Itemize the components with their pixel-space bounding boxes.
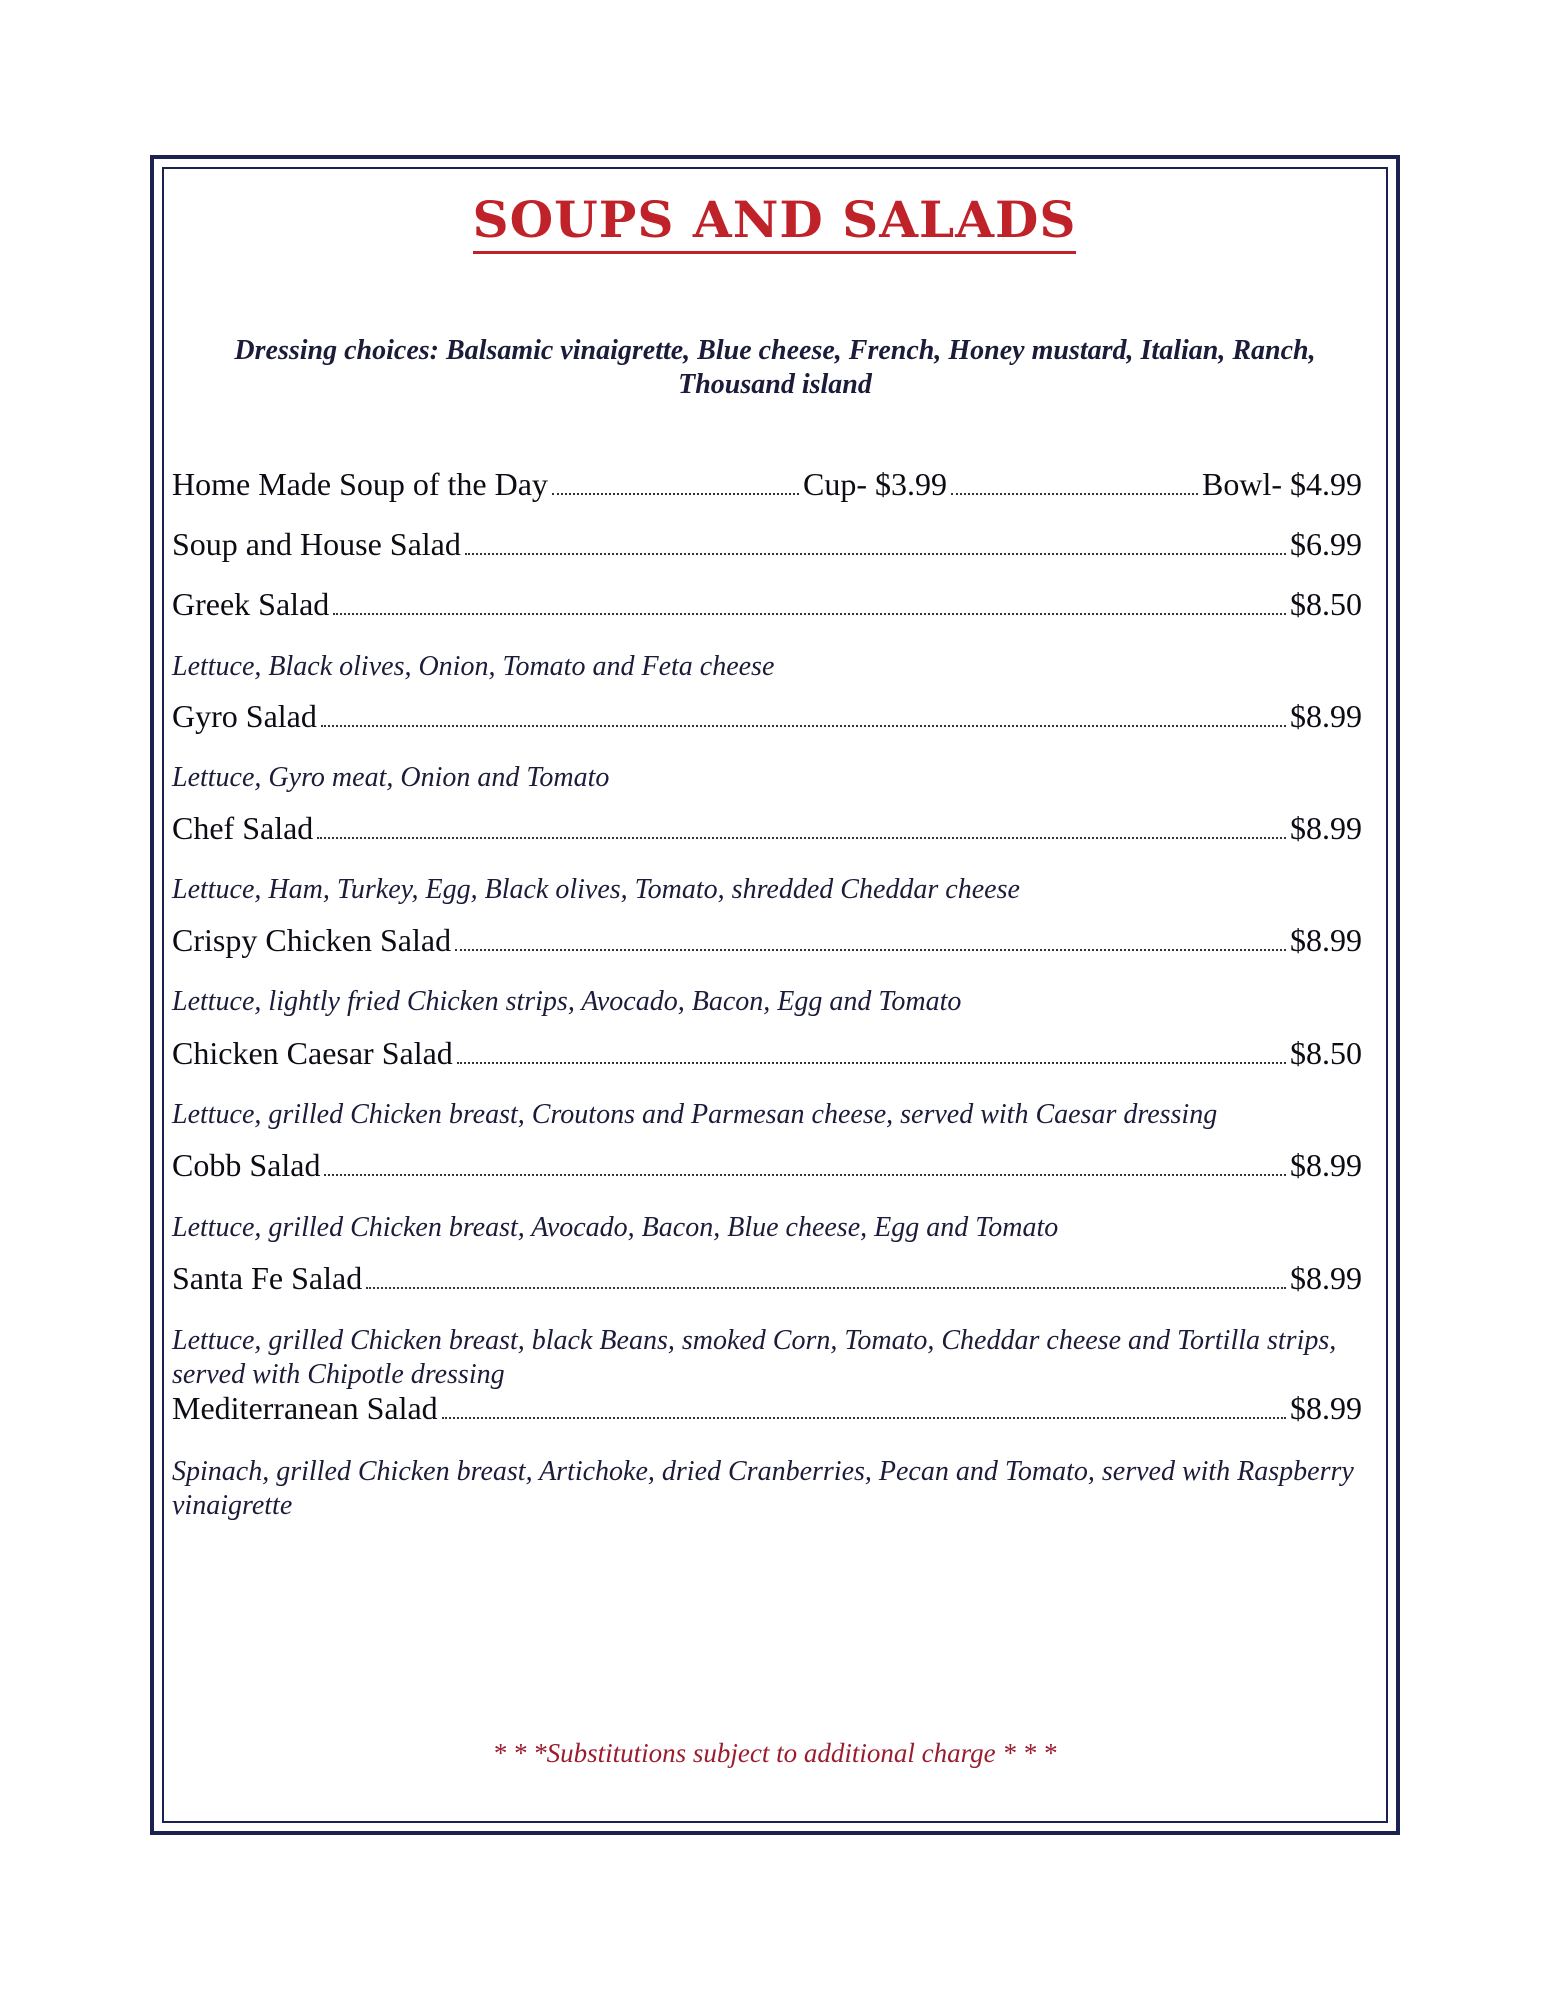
- item-price: $8.99: [1290, 1390, 1362, 1426]
- item-name: Mediterranean Salad: [172, 1390, 438, 1426]
- item-description: Lettuce, Black olives, Onion, Tomato and Feta cheese: [172, 651, 775, 682]
- menu-item: [172, 582, 1362, 622]
- dot-leader: [321, 725, 1286, 727]
- item-price: $8.99: [1290, 922, 1362, 958]
- item-price: $6.99: [1290, 526, 1362, 562]
- item-name: Greek Salad: [172, 586, 330, 622]
- dressing-choices: Dressing choices: Balsamic vinaigrette, Blue cheese, French, Honey mustard, Italian, Ranch, Thousand island: [234, 335, 1316, 400]
- item-name: Gyro Salad: [172, 698, 317, 734]
- item-description: Lettuce, grilled Chicken breast, Avocado, Bacon, Blue cheese, Egg and Tomato: [172, 1212, 1059, 1243]
- item-description: Lettuce, Gyro meat, Onion and Tomato: [172, 762, 610, 793]
- dot-leader: [366, 1287, 1286, 1289]
- dot-leader: [333, 613, 1286, 615]
- bowl-price: Bowl- $4.99: [1202, 466, 1363, 502]
- item-description: Lettuce, grilled Chicken breast, Croutons and Parmesan cheese, served with Caesar dressing: [172, 1099, 1218, 1130]
- dot-leader: [552, 493, 799, 495]
- item-description: Lettuce, Ham, Turkey, Egg, Black olives, Tomato, shredded Cheddar cheese: [172, 874, 1020, 905]
- dot-leader: [317, 837, 1286, 839]
- item-description: Spinach, grilled Chicken breast, Artichoke, dried Cranberries, Pecan and Tomato, served with Raspberry vinaigrette: [172, 1456, 1354, 1521]
- dot-leader: [455, 949, 1286, 951]
- menu-item: [172, 1386, 1362, 1426]
- menu-title: SOUPS AND SALADS: [0, 190, 1549, 249]
- menu-item: [172, 918, 1362, 958]
- menu-item: [172, 1256, 1362, 1296]
- dot-leader: [951, 493, 1198, 495]
- dot-leader: [465, 553, 1286, 555]
- item-price: $8.99: [1290, 1260, 1362, 1296]
- item-price: $8.99: [1290, 1147, 1362, 1183]
- item-description: Lettuce, grilled Chicken breast, black Beans, smoked Corn, Tomato, Cheddar cheese and Tortilla strips, served with Chipotle dressing: [172, 1325, 1337, 1390]
- item-name: Crispy Chicken Salad: [172, 922, 452, 958]
- cup-price: Cup- $3.99: [802, 466, 947, 502]
- item-price: $8.50: [1290, 586, 1362, 622]
- item-name: Chef Salad: [172, 810, 314, 846]
- menu-item-soup-of-the-day: [172, 462, 1362, 502]
- menu-item: [172, 694, 1362, 734]
- item-name: Soup and House Salad: [172, 526, 461, 562]
- item-name: Home Made Soup of the Day: [172, 466, 548, 502]
- item-name: Chicken Caesar Salad: [172, 1035, 453, 1071]
- dot-leader: [442, 1417, 1286, 1419]
- dot-leader: [457, 1062, 1286, 1064]
- item-price: $8.99: [1290, 698, 1362, 734]
- item-name: Santa Fe Salad: [172, 1260, 363, 1296]
- item-description: Lettuce, lightly fried Chicken strips, Avocado, Bacon, Egg and Tomato: [172, 986, 962, 1017]
- item-price: $8.99: [1290, 810, 1362, 846]
- item-name: Cobb Salad: [172, 1147, 321, 1183]
- menu-item: [172, 1031, 1362, 1071]
- menu-item: [172, 1143, 1362, 1183]
- dot-leader: [324, 1174, 1286, 1176]
- substitutions-note: * * *Substitutions subject to additional charge * * *: [492, 1738, 1057, 1768]
- menu-item: [172, 806, 1362, 846]
- item-price: $8.50: [1290, 1035, 1362, 1071]
- menu-item: [172, 522, 1362, 562]
